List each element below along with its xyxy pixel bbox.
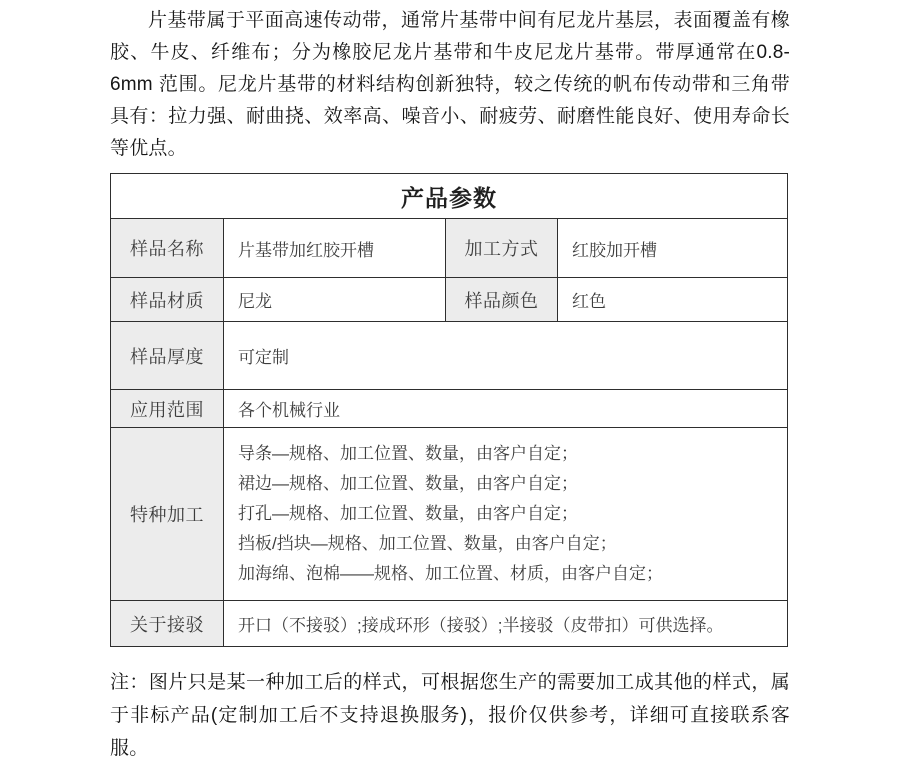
product-detail-page bbox=[110, 0, 790, 765]
special-processing-line: 加海绵、泡棉——规格、加工位置、材质，由客户自定； bbox=[238, 564, 663, 583]
table-row bbox=[111, 278, 788, 322]
sample-material-label: 样品材质 bbox=[111, 278, 224, 322]
sample-name-label: 样品名称 bbox=[111, 219, 224, 278]
sample-color-label: 样品颜色 bbox=[446, 278, 558, 322]
table-title-row bbox=[111, 174, 788, 219]
table-row bbox=[111, 601, 788, 647]
process-method-label: 加工方式 bbox=[446, 219, 558, 278]
table-title: 产品参数 bbox=[111, 174, 788, 219]
sample-color-value: 红色 bbox=[558, 278, 788, 322]
table-row bbox=[111, 219, 788, 278]
sample-material-value: 尼龙 bbox=[224, 278, 446, 322]
sample-thickness-value: 可定制 bbox=[224, 322, 788, 390]
about-joining-label: 关于接驳 bbox=[111, 601, 224, 647]
special-processing-line: 裙边—规格、加工位置、数量，由客户自定； bbox=[238, 474, 578, 493]
sample-name-value: 片基带加红胶开槽 bbox=[224, 219, 446, 278]
process-method-value: 红胶加开槽 bbox=[558, 219, 788, 278]
special-processing-line: 导条—规格、加工位置、数量，由客户自定； bbox=[238, 444, 578, 463]
table-row bbox=[111, 322, 788, 390]
intro-paragraph: 片基带属于平面高速传动带，通常片基带中间有尼龙片基层，表面覆盖有橡胶、牛皮、纤维布；分为橡胶尼龙片基带和牛皮尼龙片基带。带厚通常在0.8-6mm 范围。尼龙片基带的材料结构创新独特，较之传统的帆布传动带和三角带具有：拉力强、耐曲挠、效率高、噪音小、耐疲劳、耐磨性能良好、使用寿命长等优点。 bbox=[110, 10, 790, 159]
sample-thickness-label: 样品厚度 bbox=[111, 322, 224, 390]
special-processing-value bbox=[224, 428, 788, 601]
special-processing-line: 打孔—规格、加工位置、数量，由客户自定； bbox=[238, 504, 578, 523]
application-scope-label: 应用范围 bbox=[111, 390, 224, 428]
table-row bbox=[111, 390, 788, 428]
table-row bbox=[111, 428, 788, 601]
about-joining-value: 开口（不接驳）;接成环形（接驳）;半接驳（皮带扣）可供选择。 bbox=[224, 601, 788, 647]
product-parameters-table bbox=[110, 173, 788, 647]
special-processing-line: 挡板/挡块—规格、加工位置、数量，由客户自定； bbox=[238, 534, 617, 553]
application-scope-value: 各个机械行业 bbox=[224, 390, 788, 428]
note-paragraph: 注：图片只是某一种加工后的样式，可根据您生产的需要加工成其他的样式，属于非标产品(定制加工后不支持退换服务)，报价仅供参考，详细可直接联系客服。 bbox=[110, 672, 790, 759]
special-processing-label: 特种加工 bbox=[111, 428, 224, 601]
